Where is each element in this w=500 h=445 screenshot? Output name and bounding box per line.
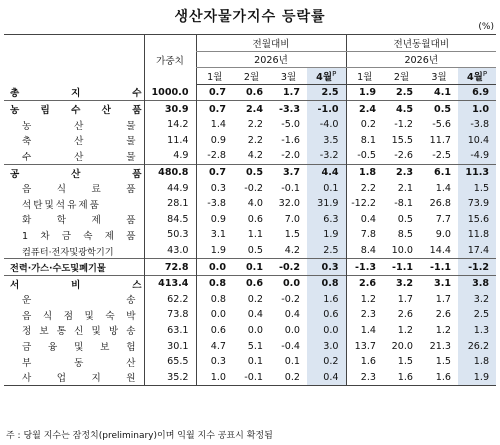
yoy-cell: 2.3 [346, 369, 383, 385]
yoy-cell: 10.0 [391, 245, 414, 257]
mom-cell: 0.2 [307, 354, 346, 370]
mom-cell: -0.2 [244, 182, 263, 194]
mom-cell: 0.0 [196, 259, 233, 276]
header-mom-year: 2026년 [196, 51, 346, 68]
yoy-cell: 1.4 [346, 323, 383, 339]
mom-cell: 0.6 [196, 323, 233, 339]
mom-cell: 0.1 [307, 180, 346, 196]
yoy-cell: 7.7 [435, 213, 452, 225]
mom-cell: -1.0 [307, 101, 346, 117]
row-label: 농 림 수 산 품 [4, 101, 144, 117]
header-month: 3월 [420, 68, 458, 85]
mom-cell: 0.0 [284, 324, 300, 336]
table-row [4, 84, 496, 101]
mom-cell: 6.3 [307, 212, 346, 228]
mom-cell: 0.1 [284, 356, 300, 368]
mom-cell: 3.1 [196, 227, 233, 243]
mom-cell: 0.8 [196, 292, 233, 308]
mom-cell: 4.0 [247, 198, 263, 210]
mom-cell: 31.9 [307, 196, 346, 212]
mom-cell: 0.2 [270, 369, 307, 385]
mom-cell: 4.4 [307, 164, 346, 180]
yoy-cell: 0.4 [346, 212, 383, 228]
mom-cell: 1.9 [307, 227, 346, 243]
mom-cell: -0.1 [233, 369, 270, 385]
footnote: 주 : 당월 지수는 잠정치(preliminary)이며 익월 지수 공표시 확정됨 [6, 431, 273, 441]
yoy-cell: 8.4 [346, 243, 383, 259]
mom-cell: -0.2 [270, 259, 307, 276]
weight-cell: 4.9 [144, 148, 196, 164]
mom-cell: 0.5 [233, 164, 270, 180]
mom-cell: 0.4 [284, 309, 300, 321]
yoy-cell: 1.0 [458, 101, 496, 117]
yoy-cell: -1.1 [420, 259, 458, 276]
mom-cell: -4.0 [307, 117, 346, 133]
row-label: 농 산 물 [22, 120, 138, 132]
row-label: 음 식 료 품 [22, 184, 138, 196]
table-title: 생산자물가지수 등락률 [174, 9, 326, 25]
yoy-cell: -2.5 [432, 150, 452, 162]
mom-cell: -0.1 [281, 182, 300, 194]
weight-cell: 63.1 [144, 323, 196, 339]
yoy-cell: 2.4 [346, 101, 383, 117]
yoy-cell: 14.4 [429, 245, 452, 257]
yoy-cell: 11.7 [429, 134, 452, 146]
yoy-cell: 11.3 [458, 164, 496, 180]
ppi-table [4, 34, 496, 386]
yoy-cell: 8.5 [397, 229, 414, 241]
table-row [4, 338, 496, 354]
table-row [4, 259, 496, 276]
yoy-cell: -8.1 [394, 198, 414, 210]
mom-cell: 0.0 [247, 324, 263, 336]
header-month: 3월 [270, 68, 307, 85]
weight-cell: 28.1 [144, 196, 196, 212]
table-row [4, 369, 496, 385]
mom-cell: 2.2 [247, 134, 263, 146]
table-row [4, 164, 496, 180]
table-row [4, 243, 496, 259]
yoy-cell: 2.3 [383, 164, 420, 180]
row-label: 정 보 통 신 및 방 송 [22, 326, 138, 338]
mom-cell: 0.4 [307, 369, 346, 385]
mom-cell: 1.6 [307, 292, 346, 308]
mom-cell: -2.0 [281, 150, 300, 162]
mom-cell: 0.0 [196, 307, 233, 323]
mom-cell: 1.1 [247, 229, 263, 241]
table-row [4, 117, 496, 133]
table-row [4, 275, 496, 291]
yoy-cell: 2.5 [396, 87, 414, 99]
table-row [4, 148, 496, 164]
yoy-cell: 1.3 [458, 323, 496, 339]
yoy-cell: 6.1 [420, 164, 458, 180]
header-month: 1월 [346, 68, 383, 85]
yoy-cell: 2.2 [346, 180, 383, 196]
yoy-cell: -4.9 [458, 148, 496, 164]
mom-cell: 2.5 [307, 84, 346, 101]
mom-cell: 0.6 [246, 87, 263, 99]
weight-cell: 62.2 [144, 292, 196, 308]
mom-cell: 1.5 [284, 229, 300, 241]
mom-cell: 0.0 [270, 275, 307, 291]
table-row [4, 133, 496, 149]
weight-cell: 44.9 [144, 180, 196, 196]
mom-cell: -1.6 [281, 134, 300, 146]
mom-cell: 2.4 [233, 101, 270, 117]
yoy-cell: 15.6 [458, 212, 496, 228]
yoy-cell: 7.8 [346, 227, 383, 243]
yoy-cell: 1.9 [346, 84, 383, 101]
weight-cell: 1000.0 [144, 84, 196, 101]
row-label: 금 융 및 보 험 [22, 342, 138, 354]
table-row [4, 292, 496, 308]
mom-cell: 0.9 [196, 133, 233, 149]
yoy-cell: 1.2 [346, 292, 383, 308]
header-month-current: 4월$^P$ [458, 68, 496, 85]
yoy-cell: 1.9 [458, 369, 496, 385]
table-row [4, 196, 496, 212]
header-yoy-year: 2026년 [346, 51, 496, 68]
yoy-cell: 0.5 [397, 213, 414, 225]
mom-cell: 2.2 [247, 119, 263, 131]
mom-cell: 4.2 [284, 245, 300, 257]
yoy-cell: -12.2 [346, 196, 383, 212]
yoy-cell: 1.8 [458, 354, 496, 370]
header-weight: 가중치 [144, 35, 196, 85]
mom-cell: 3.5 [307, 133, 346, 149]
yoy-cell: 26.2 [458, 338, 496, 354]
yoy-cell: 1.7 [435, 293, 452, 305]
yoy-cell: 15.5 [391, 134, 414, 146]
mom-cell: 2.5 [307, 243, 346, 259]
row-label: 수 산 물 [22, 151, 138, 163]
yoy-cell: 2.6 [435, 309, 452, 321]
table-row [4, 354, 496, 370]
yoy-cell: 2.6 [397, 309, 414, 321]
header-month: 1월 [196, 68, 233, 85]
weight-cell: 35.2 [144, 369, 196, 385]
mom-cell: 4.2 [247, 150, 263, 162]
mom-cell: 0.5 [247, 245, 263, 257]
yoy-cell: 3.2 [383, 275, 420, 291]
table-row [4, 307, 496, 323]
mom-cell: 0.3 [196, 354, 233, 370]
header-month: 2월 [233, 68, 270, 85]
yoy-cell: 10.4 [458, 133, 496, 149]
yoy-cell: 6.9 [458, 84, 496, 101]
mom-cell: 0.8 [307, 275, 346, 291]
mom-cell: 0.6 [247, 213, 263, 225]
weight-cell: 65.5 [144, 354, 196, 370]
yoy-cell: 1.2 [435, 324, 452, 336]
yoy-cell: 2.6 [346, 275, 383, 291]
row-label: 서 비 스 [4, 275, 144, 291]
mom-cell: 1.7 [283, 87, 300, 99]
mom-cell: 0.4 [247, 309, 263, 321]
mom-cell: 0.1 [233, 259, 270, 276]
mom-cell: 1.9 [196, 243, 233, 259]
row-label: 석탄및석유제품 [22, 199, 101, 211]
mom-cell: -3.8 [196, 196, 233, 212]
yoy-cell: 20.0 [391, 340, 414, 352]
mom-cell: 3.7 [270, 164, 307, 180]
yoy-cell: 8.1 [346, 133, 383, 149]
row-label: 부 동 산 [22, 357, 138, 369]
row-label: 운 송 [22, 295, 138, 307]
row-label: 화 학 제 품 [22, 215, 138, 227]
mom-cell: 0.6 [307, 307, 346, 323]
yoy-cell: 9.0 [435, 229, 452, 241]
yoy-cell: 3.2 [458, 292, 496, 308]
row-label: 음 식 점 및 숙 박 [22, 310, 138, 322]
yoy-cell: 21.3 [429, 340, 452, 352]
header-mom: 전월대비 [196, 35, 346, 52]
mom-cell: 0.8 [196, 275, 233, 291]
header-blank [4, 35, 144, 85]
weight-cell: 50.3 [144, 227, 196, 243]
weight-cell: 11.4 [144, 133, 196, 149]
yoy-cell: 1.2 [397, 324, 414, 336]
weight-cell: 84.5 [144, 212, 196, 228]
mom-cell: 4.7 [196, 338, 233, 354]
unit-label: (%) [478, 22, 494, 32]
weight-cell: 480.8 [144, 164, 196, 180]
mom-cell: 1.0 [196, 369, 233, 385]
weight-cell: 413.4 [144, 275, 196, 291]
mom-cell: -3.3 [270, 101, 307, 117]
mom-cell: 0.7 [196, 101, 233, 117]
yoy-cell: 1.8 [346, 164, 383, 180]
row-label: 컴퓨터·전자및광학기기 [22, 246, 114, 258]
yoy-cell: 73.9 [458, 196, 496, 212]
mom-cell: 3.0 [307, 338, 346, 354]
yoy-cell: 11.8 [458, 227, 496, 243]
weight-cell: 72.8 [144, 259, 196, 276]
row-label: 사 업 지 원 [4, 369, 144, 385]
table-row [4, 180, 496, 196]
yoy-cell: 1.7 [397, 293, 414, 305]
yoy-cell: -3.8 [458, 117, 496, 133]
mom-cell: -2.8 [196, 148, 233, 164]
yoy-cell: 1.6 [346, 354, 383, 370]
mom-cell: 0.3 [307, 259, 346, 276]
mom-cell: 32.0 [278, 198, 300, 210]
yoy-cell: 1.5 [397, 356, 414, 368]
mom-cell: -0.4 [281, 340, 300, 352]
header-yoy: 전년동월대비 [346, 35, 496, 52]
mom-cell: 0.6 [233, 275, 270, 291]
mom-cell: 0.3 [196, 180, 233, 196]
mom-cell: 7.0 [284, 213, 300, 225]
yoy-cell: 1.6 [420, 369, 458, 385]
weight-cell: 14.2 [144, 117, 196, 133]
yoy-cell: -1.1 [383, 259, 420, 276]
yoy-cell: 2.5 [458, 307, 496, 323]
mom-cell: 0.9 [196, 212, 233, 228]
table-row [4, 227, 496, 243]
yoy-cell: -1.2 [458, 259, 496, 276]
yoy-cell: 4.5 [383, 101, 420, 117]
yoy-cell: 1.5 [458, 180, 496, 196]
yoy-cell: 2.3 [346, 307, 383, 323]
yoy-cell: 1.4 [435, 182, 452, 194]
yoy-cell: -1.3 [346, 259, 383, 276]
yoy-cell: 1.6 [383, 369, 420, 385]
mom-cell: -0.2 [281, 293, 300, 305]
yoy-cell: 26.8 [429, 198, 452, 210]
row-label: 1 차 금 속 제 품 [22, 230, 138, 242]
mom-cell: 0.7 [196, 164, 233, 180]
yoy-cell: 0.5 [420, 101, 458, 117]
mom-cell: -5.0 [281, 119, 300, 131]
yoy-cell: -1.2 [394, 119, 414, 131]
yoy-cell: 0.2 [346, 117, 383, 133]
weight-cell: 43.0 [144, 243, 196, 259]
weight-cell: 30.1 [144, 338, 196, 354]
row-label: 공 산 품 [4, 164, 144, 180]
header-month-current: 4월$^P$ [307, 68, 346, 85]
row-label: 축 산 물 [22, 136, 138, 148]
mom-cell: 0.0 [307, 323, 346, 339]
yoy-cell: 13.7 [346, 338, 383, 354]
weight-cell: 73.8 [144, 307, 196, 323]
mom-cell: 0.1 [247, 356, 263, 368]
mom-cell: 0.7 [196, 84, 233, 101]
mom-cell: 0.2 [247, 293, 263, 305]
table-row [4, 101, 496, 117]
row-label: 총 지 수 [10, 88, 144, 100]
mom-cell: -3.2 [307, 148, 346, 164]
yoy-cell: 4.1 [434, 87, 452, 99]
yoy-cell: 3.1 [420, 275, 458, 291]
yoy-cell: -0.5 [346, 148, 383, 164]
yoy-cell: 2.1 [397, 182, 414, 194]
yoy-cell: -5.6 [432, 119, 452, 131]
header-month: 2월 [383, 68, 420, 85]
weight-cell: 30.9 [144, 101, 196, 117]
yoy-cell: 3.8 [458, 275, 496, 291]
mom-cell: 5.1 [247, 340, 263, 352]
yoy-cell: -2.6 [394, 150, 414, 162]
mom-cell: 1.4 [196, 117, 233, 133]
table-row [4, 212, 496, 228]
row-label: 전력·가스·수도및폐기물 [4, 259, 144, 276]
table-row [4, 323, 496, 339]
yoy-cell: 1.5 [435, 356, 452, 368]
yoy-cell: 17.4 [458, 243, 496, 259]
